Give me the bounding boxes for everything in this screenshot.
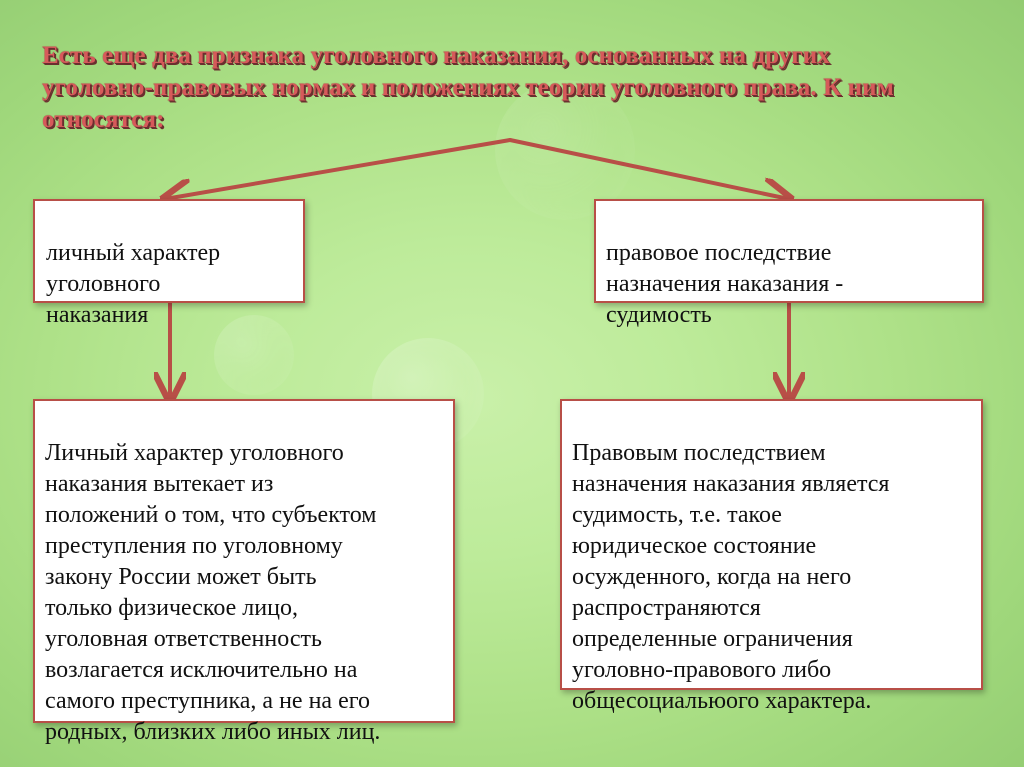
slide-title: Есть еще два признака уголовного наказания, основанных на других уголовно-правовых нормах и положениях теории уголовного права. К ним относятся:: [42, 42, 894, 133]
background-bubble: [214, 315, 294, 395]
detail-box-text: Правовым последствием назначения наказания является судимость, т.е. такое юридическое состояние осужденного, когда на него распространяются определенные ограничения уголовно-правового либо общесоциальюого характера.: [572, 440, 890, 714]
detail-box-text: Личный характер уголовного наказания вытекает из положений о том, что субъектом преступления по уголовному закону России может быть только физическое лицо, уголовная ответственность возлагается исключительно на самого преступника, а не на его родных, близких либо иных лиц.: [45, 440, 381, 745]
feature-box-legal-consequence: [594, 199, 984, 328]
branch-arrow-left: [165, 140, 510, 199]
feature-box-text: правовое последствие назначения наказания - судимость: [606, 240, 844, 328]
detail-box-legal-consequence: [560, 399, 983, 714]
detail-box-personal-character: [33, 399, 455, 745]
feature-box-text: личный характер уголовного наказания: [46, 240, 221, 328]
feature-box-personal-character: [33, 199, 305, 328]
